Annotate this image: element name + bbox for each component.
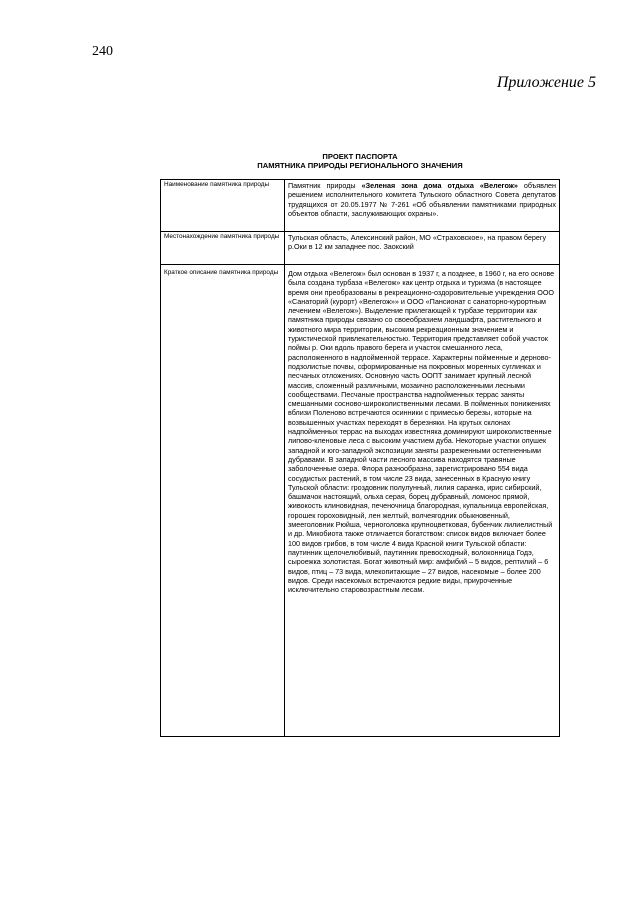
row-label-description-cell: [161, 265, 285, 737]
page-number: 240: [92, 44, 113, 59]
table-row-name: [161, 180, 560, 232]
row-value-location: Тульская область, Алексинский район, МО «Страховское», на правом берегу р.Оки в 12 км западнее пос. Заокский: [285, 232, 560, 265]
table-row-description: [161, 265, 560, 737]
row-label-name: Наименование памятника природы: [161, 180, 285, 232]
document-title-line-2: ПАМЯТНИКА ПРИРОДЫ РЕГИОНАЛЬНОГО ЗНАЧЕНИЯ: [257, 161, 463, 170]
appendix-label: Приложение 5: [496, 74, 596, 91]
row-value-name: [285, 180, 560, 232]
row-label-location: Местонахождение памятника природы: [161, 232, 285, 265]
passport-table: [160, 179, 560, 737]
row-value-description-cell: [285, 265, 560, 737]
row-value-name-rest: объявлен решением исполнительного комитета Тульского областного Совета депутатов трудящихся от 20.05.1977 № 7-261 «Об объявлении памятниками природных объектов области, заслуживающих охраны».: [288, 181, 556, 218]
table-row-location: [161, 232, 560, 265]
row-value-name-intro: Памятник природы: [288, 181, 362, 190]
document-title-line-1: ПРОЕКТ ПАСПОРТА: [322, 152, 398, 161]
row-value-description: Дом отдыха «Велегож» был основан в 1937 г, а позднее, в 1960 г, на его основе была создана турбаза «Велегож» как центр отдыха и туризма (в настоящее время они преобразованы в рекреационно-оздоровительные учреждения ООО «Санаторий (курорт) «Велегож»» и ООО «Пансионат с санаторно-курортным лечением «Велегож»). Выделение прилегающей к турбазе территории как памятника природы связано со своеобразием ландшафта, растительного и животного мира территории, высоким рекреационным значением и туристической привлекательностью. Территория представляет собой участок поймы р. Оки вдоль правого берега и участок смешанного леса, расположенного в надпойменной террасе. Характерны пойменные и дерново-подзолистые почвы, сформированные на покровных моренных суглинках и песчаных отложениях. Основную часть ООПТ занимает крупный лесной массив, сложенный различными, мозаично расположенными лесными сообществами. Песчаные пространства надпойменных террас заняты смешанными сосново-широколиственными лесами. В пойменных понижениях вблизи Поленово встречаются осинники с примесью березы, которые на возвышенных участках переходят в березняки. На крутых склонах надпойменных террас на выходах известняка доминируют широколиственные липово-кленовые леса с высоким участием дуба. Некоторые участки опушек западной и юго-западной экспозиции заняты разреженными остепненными дубравами. В западной части лесного массива находятся травяные заболоченные озера. Флора разнообразна, зарегистрировано 554 вида сосудистых растений, в том числе 23 вида, занесенных в Красную книгу Тульской области: гроздовник полулунный, лилия саранка, ирис сибирский, башмачок настоящий, ольха серая, борец дубравный, ломонос прямой, живокость клиновидная, печеночница благородная, купальница европейская, горошек гороховидный, лен желтый, волчеягодник обыкновенный, змееголовник Рюйша, черноголовка крупноцветковая, бубенчик лилиелистный и др. Микобиота также отличается богатством: список видов включает более 100 видов грибов, в том числе 4 вида Красной книги Тульской области: паутинник щелочелюбивый, паутинник превосходный, волоконница Годэ, сыроежка золотистая. Богат животный мир: амфибий – 5 видов, рептилий – 6 видов, птиц – 73 вида, млекопитающие – 27 видов, насекомые – более 200 видов. Среди насекомых встречаются редкие виды, приуроченные исключительно старовозрастным лесам.: [288, 269, 555, 595]
row-value-name-bold: «Зеленая зона дома отдыха «Велегож»: [361, 181, 518, 190]
row-label-description: Краткое описание памятника природы: [164, 269, 279, 276]
